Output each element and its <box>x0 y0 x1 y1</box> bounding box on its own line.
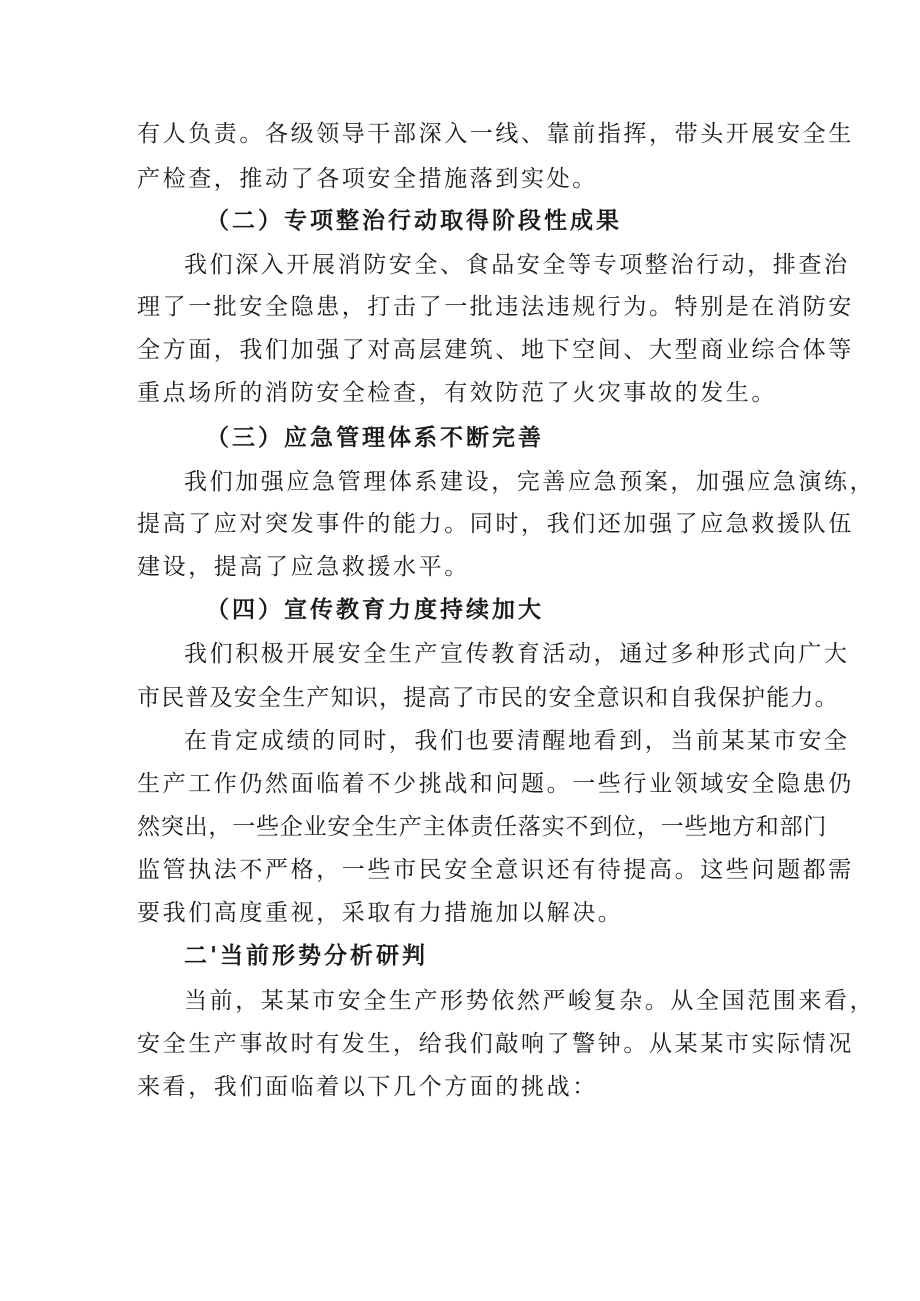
paragraph-line: 在肯定成绩的同时，我们也要清醒地看到，当前某某市安全 <box>184 728 850 754</box>
paragraph-line: 有人负责。各级领导干部深入一线、靠前指挥，带头开展安全生 <box>137 121 854 147</box>
section-heading-2: （二）专项整治行动取得阶段性成果 <box>206 207 622 234</box>
section-heading-4: （四）宣传教育力度持续加大 <box>206 596 544 623</box>
paragraph-line: 然突出，一些企业安全生产主体责任落实不到位，一些地方和部门 <box>137 814 828 840</box>
paragraph-line: 我们深入开展消防安全、食品安全等专项整治行动，排查治 <box>184 252 850 278</box>
paragraph-line: 安全生产事故时有发生，给我们敲响了警钟。从某某市实际情况 <box>137 1031 854 1057</box>
paragraph-line: 生产工作仍然面临着不少挑战和问题。一些行业领域安全隐患仍 <box>137 771 854 797</box>
paragraph-line: 我们积极开展安全生产宣传教育活动，通过多种形式向广大 <box>184 641 850 667</box>
paragraph-line: 要我们高度重视，采取有力措施加以解决。 <box>137 900 624 926</box>
paragraph-line: 重点场所的消防安全检查，有效防范了火灾事故的发生。 <box>137 380 777 406</box>
section-heading-main-2: 二'当前形势分析研判 <box>184 942 429 969</box>
paragraph-line: 建设，提高了应急救援水平。 <box>137 554 470 580</box>
paragraph-line: 提高了应对突发事件的能力。同时，我们还加强了应急救援队伍 <box>137 511 854 537</box>
paragraph-line: 理了一批安全隐患，打击了一批违法违规行为。特别是在消防安 <box>137 294 854 320</box>
paragraph-line: 当前，某某市安全生产形势依然严峻复杂。从全国范围来看， <box>184 988 876 1014</box>
paragraph-line: 市民普及安全生产知识，提高了市民的安全意识和自我保护能力。 <box>137 685 839 711</box>
paragraph-line: 产检查，推动了各项安全措施落到实处。 <box>137 166 598 192</box>
section-heading-3: （三）应急管理体系不断完善 <box>206 424 544 451</box>
paragraph-line: 监管执法不严格，一些市民安全意识还有待提高。这些问题都需 <box>137 857 854 883</box>
paragraph-line: 来看，我们面临着以下几个方面的挑战： <box>137 1074 598 1100</box>
paragraph-line: 我们加强应急管理体系建设，完善应急预案，加强应急演练， <box>184 469 876 495</box>
paragraph-line: 全方面，我们加强了对高层建筑、地下空间、大型商业综合体等 <box>137 337 854 363</box>
